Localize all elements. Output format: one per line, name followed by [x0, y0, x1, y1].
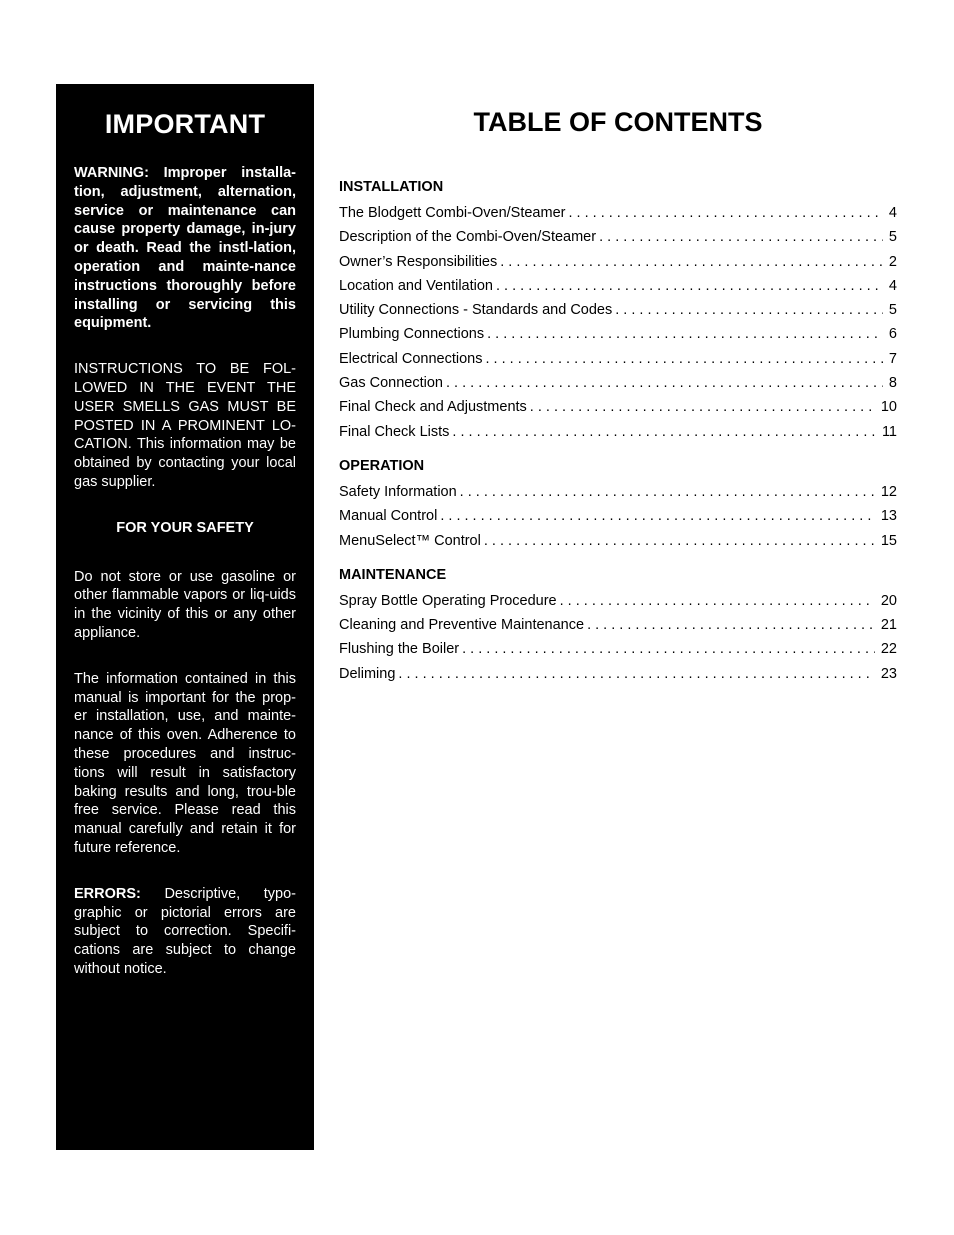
toc-dot-leader — [398, 662, 874, 686]
warning-text: WARNING: Improper installa-tion, adjustment, alternation, service or maintenance can cause property damage, in-jury or death. Read the instl-lation, operation and mainte-nance instructions thoroughly before installing or servicing this equipment. — [74, 165, 296, 332]
errors-body: Descriptive, typo-graphic or pictorial errors are subject to correction. Specifi-cations are subject to change without notice. — [74, 885, 296, 977]
toc-entry-page: 6 — [888, 326, 897, 343]
toc-entry[interactable] — [339, 298, 897, 322]
toc-entry-page: 7 — [888, 350, 897, 367]
toc-entry-page: 23 — [880, 665, 897, 682]
toc-entry-page: 5 — [888, 302, 897, 319]
toc-section — [339, 456, 897, 553]
toc-dot-leader — [500, 250, 883, 274]
toc-title: TABLE OF CONTENTS — [473, 107, 763, 137]
toc-entry[interactable] — [339, 480, 897, 504]
toc-entry[interactable] — [339, 274, 897, 298]
toc-entry[interactable] — [339, 420, 897, 444]
toc-section-heading: INSTALLATION — [339, 179, 444, 195]
toc-entry-title: Location and Ventilation — [339, 277, 493, 294]
errors-text — [74, 885, 296, 979]
toc-entry-title: Deliming — [339, 665, 396, 682]
toc-entry-page: 10 — [880, 399, 897, 416]
toc-entry-title: Description of the Combi-Oven/Steamer — [339, 229, 597, 246]
toc-dot-leader — [568, 201, 882, 225]
toc-entry[interactable] — [339, 371, 897, 395]
toc-dot-leader — [587, 613, 875, 637]
toc-entry-page: 20 — [880, 592, 897, 609]
toc-entry[interactable] — [339, 395, 897, 419]
toc-entry[interactable] — [339, 225, 897, 249]
toc-dot-leader — [496, 274, 883, 298]
no-store-text: Do not store or use gasoline or other flammable vapors or liq-uids in the vicinity of this or any other appliance. — [74, 568, 296, 641]
toc-entry-page: 8 — [888, 375, 897, 392]
toc-section — [339, 177, 897, 444]
toc-entry-page: 12 — [880, 483, 897, 500]
toc-dot-leader — [530, 395, 875, 419]
toc-entry-page: 21 — [880, 617, 897, 634]
toc-entry-title: Spray Bottle Operating Procedure — [339, 592, 557, 609]
manual-info-text: The information contained in this manual is important for the prop-er installation, use, and mainte-nance of this oven. Adherence to these procedures and instruc-tions will result in satisfactory baking results and long, trou-ble free service. Please read this manual carefully and retain it for future reference. — [74, 670, 296, 856]
toc-entry-title: Manual Control — [339, 508, 438, 525]
toc-entry-title: Owner’s Responsibilities — [339, 253, 498, 270]
toc-entry[interactable] — [339, 637, 897, 661]
toc-section-heading: OPERATION — [339, 457, 425, 474]
toc-entry-title: Cleaning and Preventive Maintenance — [339, 617, 585, 634]
toc-dot-leader — [452, 420, 876, 444]
toc-dot-leader — [560, 589, 875, 613]
gas-instructions-text: INSTRUCTIONS TO BE FOL-LOWED IN THE EVENT THE USER SMELLS GAS MUST BE POSTED IN A PROMINENT LO-CATION. This information may be obtained by contacting your local gas supplier. — [74, 361, 296, 490]
toc-entry-title: Plumbing Connections — [339, 326, 485, 343]
toc-entry-title: The Blodgett Combi-Oven/Steamer — [339, 205, 566, 221]
toc-entry-page: 11 — [881, 423, 897, 440]
toc-dot-leader — [440, 504, 875, 528]
toc-section — [339, 565, 897, 686]
safety-heading: FOR YOUR SAFETY — [116, 519, 254, 536]
toc-entry-page: 15 — [880, 532, 897, 549]
toc-entry-title: Electrical Connections — [339, 350, 483, 367]
toc-dot-leader — [460, 480, 875, 504]
toc-entry[interactable] — [339, 529, 897, 553]
toc-entry-title: Final Check Lists — [339, 423, 450, 440]
toc-entry-page: 13 — [880, 508, 897, 525]
toc-entry[interactable] — [339, 613, 897, 637]
important-sidebar — [56, 84, 314, 1150]
toc-entry[interactable] — [339, 504, 897, 528]
toc-dot-leader — [446, 371, 883, 395]
toc-section-heading: MAINTENANCE — [339, 566, 447, 583]
toc-dot-leader — [485, 347, 882, 371]
toc-entry[interactable] — [339, 589, 897, 613]
toc-dot-leader — [615, 298, 883, 322]
errors-label: ERRORS: — [74, 885, 141, 902]
toc-entry[interactable] — [339, 201, 897, 225]
important-title: IMPORTANT — [104, 109, 266, 139]
toc-entry-title: MenuSelect™ Control — [339, 532, 481, 549]
table-of-contents — [339, 100, 897, 686]
toc-entry-title: Gas Connection — [339, 375, 443, 392]
toc-entry-page: 5 — [888, 229, 897, 246]
toc-entry-title: Flushing the Boiler — [339, 641, 460, 658]
toc-entry[interactable] — [339, 250, 897, 274]
toc-entry-page: 4 — [888, 205, 897, 221]
toc-dot-leader — [487, 322, 883, 346]
toc-dot-leader — [484, 529, 875, 553]
toc-dot-leader — [599, 225, 883, 249]
toc-entry[interactable] — [339, 662, 897, 686]
toc-entry-title: Utility Connections - Standards and Codes — [339, 302, 613, 319]
toc-entry[interactable] — [339, 347, 897, 371]
toc-entry-page: 4 — [888, 277, 897, 294]
toc-entry-title: Safety Information — [339, 483, 457, 500]
toc-entry[interactable] — [339, 322, 897, 346]
toc-entry-title: Final Check and Adjustments — [339, 399, 527, 416]
toc-dot-leader — [462, 637, 875, 661]
toc-entry-page: 22 — [880, 641, 897, 658]
toc-sections — [339, 177, 897, 686]
toc-entry-page: 2 — [888, 253, 897, 270]
